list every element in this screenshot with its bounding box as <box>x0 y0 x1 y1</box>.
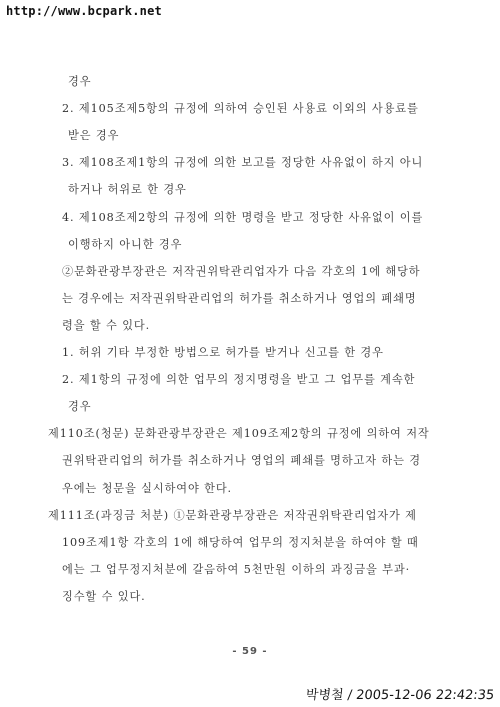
watermark-url: http://www.bcpark.net <box>6 4 162 18</box>
text-line: 3. 제108조제1항의 규정에 의한 보고를 정당한 사유없이 하지 아니 <box>62 156 424 169</box>
page-number: - 59 - <box>232 646 268 657</box>
text-line: 109조제1항 각호의 1에 해당하여 업무의 정지처분을 하여야 할 때 <box>62 536 419 549</box>
text-line: 1. 허위 기타 부정한 방법으로 허가를 받거나 신고를 한 경우 <box>62 346 384 359</box>
text-line: 령을 할 수 있다. <box>62 319 151 332</box>
text-line: 경우 <box>68 75 92 88</box>
text-line: 권위탁관리업의 허가를 취소하거나 영업의 폐쇄를 명하고자 하는 경 <box>62 454 421 467</box>
text-line: 제111조(과징금 처분) ①문화관광부장관은 저작권위탁관리업자가 제 <box>48 509 417 522</box>
text-line: 받은 경우 <box>68 129 120 142</box>
text-line: 제110조(청문) 문화관광부장관은 제109조제2항의 규정에 의하여 저작 <box>48 427 430 440</box>
text-line: 경우 <box>68 400 92 413</box>
text-line: 이행하지 아니한 경우 <box>68 238 183 251</box>
text-line: 는 경우에는 저작권위탁관리업의 허가를 취소하거나 영업의 폐쇄명 <box>62 292 417 305</box>
text-line: 징수할 수 있다. <box>62 590 146 603</box>
text-line: 2. 제105조제5항의 규정에 의하여 승인된 사용료 이외의 사용료를 <box>62 102 419 115</box>
text-line: ②문화관광부장관은 저작권위탁관리업자가 다음 각호의 1에 해당하 <box>62 265 421 278</box>
text-line: 2. 제1항의 규정에 의한 업무의 정지명령을 받고 그 업무를 계속한 <box>62 373 416 386</box>
text-line: 하거나 허위로 한 경우 <box>68 183 187 196</box>
text-line: 우에는 청문을 실시하여야 한다. <box>62 482 233 495</box>
signature-stamp: 박병철 / 2005-12-06 22:42:35 <box>304 688 495 703</box>
text-line: 4. 제108조제2항의 규정에 의한 명령을 받고 정당한 사유없이 이를 <box>62 211 424 224</box>
text-line: 에는 그 업무정지처분에 갈음하여 5천만원 이하의 과징금을 부과· <box>62 563 411 576</box>
